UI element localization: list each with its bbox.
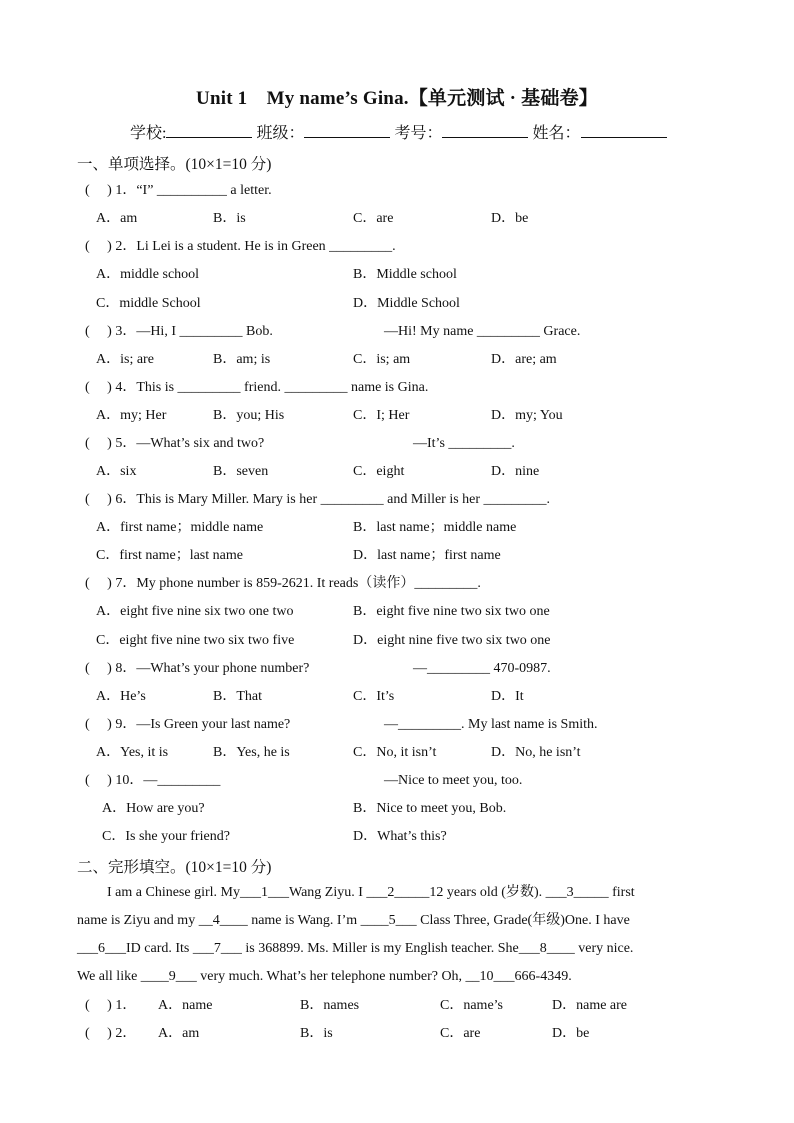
cloze-q2-option-d[interactable]: D．be — [552, 1026, 590, 1041]
q10-option-b[interactable]: B．Nice to meet you, Bob. — [353, 801, 507, 816]
cloze-q1-option-a[interactable]: A．name — [158, 998, 213, 1013]
q2-option-b[interactable]: B．Middle school — [353, 267, 457, 282]
cloze-q2-option-b[interactable]: B．is — [300, 1026, 333, 1041]
q4-option-b[interactable]: B．you; His — [213, 408, 285, 423]
name-label: 姓名： — [532, 125, 581, 142]
section2-heading: 二、完形填空。(10×1=10 分) — [77, 859, 272, 876]
q3-option-d[interactable]: D．are; am — [491, 352, 557, 367]
q1-stem: ( ) 1．“I” __________ a letter. — [85, 183, 272, 198]
q10-option-a[interactable]: A．How are you? — [102, 801, 205, 816]
q7-stem: ( ) 7．My phone number is 859-2621. It reads（读作）_________. — [85, 576, 481, 591]
section1-heading: 一、单项选择。(10×1=10 分) — [77, 156, 272, 173]
q3-option-b[interactable]: B．am; is — [213, 352, 271, 367]
q6-option-d[interactable]: D．last name；first name — [353, 548, 501, 563]
q6-option-c[interactable]: C．first name；last name — [96, 548, 243, 563]
q5-stem: ( ) 5．—What’s six and two? — [85, 436, 265, 451]
q5-option-c[interactable]: C．eight — [353, 464, 405, 479]
q2-option-d[interactable]: D．Middle School — [353, 296, 460, 311]
class-label: 班级： — [256, 125, 305, 142]
q9-option-d[interactable]: D．No, he isn’t — [491, 745, 581, 760]
cloze-passage — [77, 879, 717, 991]
cloze-q1-option-c[interactable]: C．name’s — [440, 998, 503, 1013]
cloze-q2-option-a[interactable]: A．am — [158, 1026, 200, 1041]
cloze-q1-stem: ( ) 1． — [85, 998, 137, 1013]
passage-line: We all like ____9___ very much. What’s her telephone number? Oh, __10___666-4349. — [77, 969, 572, 984]
q9-stem-right: —_________. My last name is Smith. — [384, 717, 598, 732]
cloze-q2-stem: ( ) 2． — [85, 1026, 137, 1041]
q3-stem-right: —Hi! My name _________ Grace. — [384, 324, 581, 339]
q3-stem: ( ) 3．—Hi, I _________ Bob. — [85, 324, 273, 339]
passage-line: ___6___ID card. Its ___7___ is 368899. Ms. Miller is my English teacher. She___8____ very nice. — [77, 941, 634, 956]
q10-stem: ( ) 10．—_________ — [85, 773, 221, 788]
q1-option-d[interactable]: D．be — [491, 211, 529, 226]
q5-option-b[interactable]: B．seven — [213, 464, 269, 479]
q6-option-a[interactable]: A．first name；middle name — [96, 520, 264, 535]
q5-stem-right: —It’s _________. — [413, 436, 515, 451]
q3-option-c[interactable]: C．is; am — [353, 352, 411, 367]
q5-option-a[interactable]: A．six — [96, 464, 137, 479]
q9-option-a[interactable]: A．Yes, it is — [96, 745, 169, 760]
q8-stem-right: —_________ 470-0987. — [413, 661, 551, 676]
q2-option-c[interactable]: C．middle School — [96, 296, 201, 311]
q1-option-a[interactable]: A．am — [96, 211, 138, 226]
q9-option-c[interactable]: C．No, it isn’t — [353, 745, 437, 760]
number-label: 考号： — [394, 125, 443, 142]
q7-option-d[interactable]: D．eight nine five two six two one — [353, 633, 551, 648]
q2-stem: ( ) 2．Li Lei is a student. He is in Green _________. — [85, 239, 396, 254]
q1-option-b[interactable]: B．is — [213, 211, 246, 226]
q5-option-d[interactable]: D．nine — [491, 464, 540, 479]
q6-stem: ( ) 6．This is Mary Miller. Mary is her _________ and Miller is her _________. — [85, 492, 551, 507]
q3-option-a[interactable]: A．is; are — [96, 352, 154, 367]
q10-stem-right: —Nice to meet you, too. — [384, 773, 523, 788]
page-title: Unit 1 My name’s Gina.【单元测试 · 基础卷】 — [196, 88, 598, 109]
q8-option-a[interactable]: A．He’s — [96, 689, 146, 704]
number-field[interactable] — [442, 123, 528, 138]
q4-stem: ( ) 4．This is _________ friend. _________ name is Gina. — [85, 380, 429, 395]
passage-line: I am a Chinese girl. My___1___Wang Ziyu. I ___2_____12 years old (岁数). ___3_____ first — [107, 885, 635, 900]
q2-option-a[interactable]: A．middle school — [96, 267, 200, 282]
class-field[interactable] — [304, 123, 390, 138]
q9-stem: ( ) 9．—Is Green your last name? — [85, 717, 291, 732]
cloze-q2-option-c[interactable]: C．are — [440, 1026, 481, 1041]
q8-stem: ( ) 8．—What’s your phone number? — [85, 661, 310, 676]
q8-option-c[interactable]: C．It’s — [353, 689, 395, 704]
q9-option-b[interactable]: B．Yes, he is — [213, 745, 290, 760]
q4-option-c[interactable]: C．I; Her — [353, 408, 410, 423]
q8-option-b[interactable]: B．That — [213, 689, 262, 704]
q4-option-d[interactable]: D．my; You — [491, 408, 563, 423]
school-field[interactable] — [166, 123, 252, 138]
q6-option-b[interactable]: B．last name；middle name — [353, 520, 517, 535]
student-info-row — [130, 120, 667, 143]
cloze-q1-option-d[interactable]: D．name are — [552, 998, 628, 1013]
q10-option-c[interactable]: C．Is she your friend? — [102, 829, 230, 844]
passage-line: name is Ziyu and my __4____ name is Wang. I’m ____5___ Class Three, Grade(年级)One. I have — [77, 913, 630, 928]
name-field[interactable] — [581, 123, 667, 138]
q4-option-a[interactable]: A．my; Her — [96, 408, 167, 423]
q1-option-c[interactable]: C．are — [353, 211, 394, 226]
q7-option-b[interactable]: B．eight five nine two six two one — [353, 604, 550, 619]
q8-option-d[interactable]: D．It — [491, 689, 524, 704]
cloze-q1-option-b[interactable]: B．names — [300, 998, 360, 1013]
q7-option-c[interactable]: C．eight five nine two six two five — [96, 633, 295, 648]
q7-option-a[interactable]: A．eight five nine six two one two — [96, 604, 294, 619]
school-label: 学校: — [130, 125, 167, 142]
q10-option-d[interactable]: D．What’s this? — [353, 829, 447, 844]
